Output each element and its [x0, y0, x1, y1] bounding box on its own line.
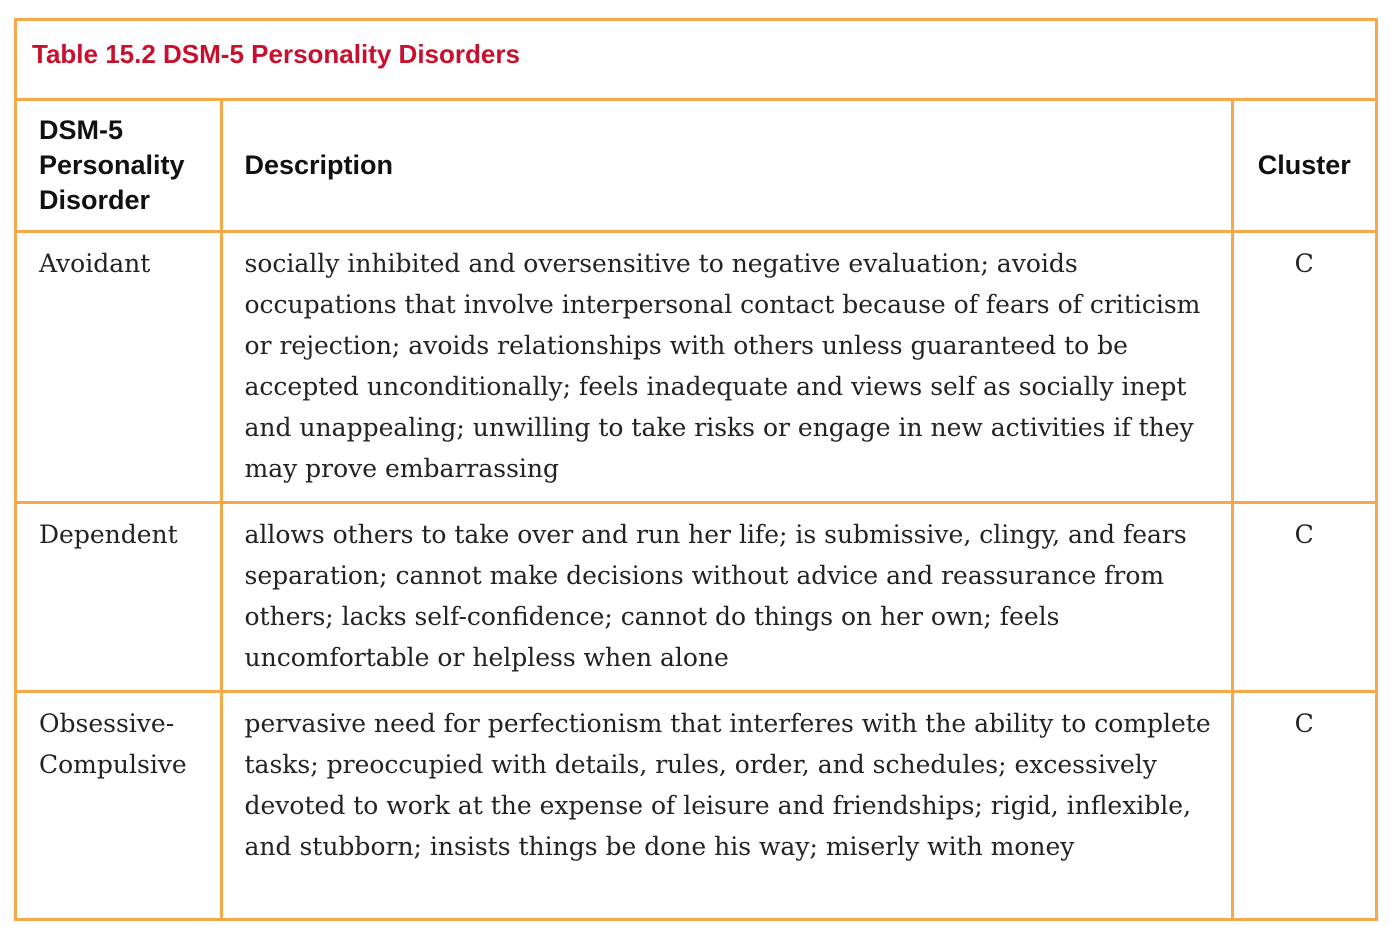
description-cell: socially inhibited and oversensitive to negative evaluation; avoids occupations that involve interpersonal contact because of fears of criticism or rejection; avoids relationships with others unless guaranteed to be accepted unconditionally; feels inadequate and views self as socially inept and unappealing; unwilling to take risks or engage in new activities if they may prove embarrassing [221, 231, 1232, 502]
table-caption: Table 15.2 DSM-5 Personality Disorders [17, 21, 1375, 101]
header-row [17, 101, 1375, 231]
table-row [17, 231, 1375, 502]
header-description: Description [221, 101, 1232, 231]
table-grid [17, 101, 1375, 918]
description-cell: pervasive need for perfectionism that interferes with the ability to complete tasks; preoccupied with details, rules, order, and schedules; excessively devoted to work at the expense of leisure and friendships; rigid, inflexible, and stubborn; insists things be done his way; miserly with money [221, 691, 1232, 918]
personality-disorders-table [14, 18, 1378, 921]
cluster-cell: C [1232, 231, 1375, 502]
cluster-cell: C [1294, 708, 1314, 738]
header-disorder: DSM-5 Personality Disorder [17, 101, 221, 231]
table-row [17, 502, 1375, 691]
table-row [17, 691, 1375, 918]
disorder-cell: Obsessive-Compulsive [17, 691, 221, 918]
disorder-cell: Avoidant [17, 231, 221, 502]
description-cell: allows others to take over and run her life; is submissive, clingy, and fears separation; cannot make decisions without advice and reassurance from others; lacks self-confidence; cannot do things on her own; feels uncomfortable or helpless when alone [221, 502, 1232, 691]
disorder-cell: Dependent [17, 502, 221, 691]
header-cluster: Cluster [1232, 101, 1375, 231]
cluster-cell: C [1232, 502, 1375, 691]
